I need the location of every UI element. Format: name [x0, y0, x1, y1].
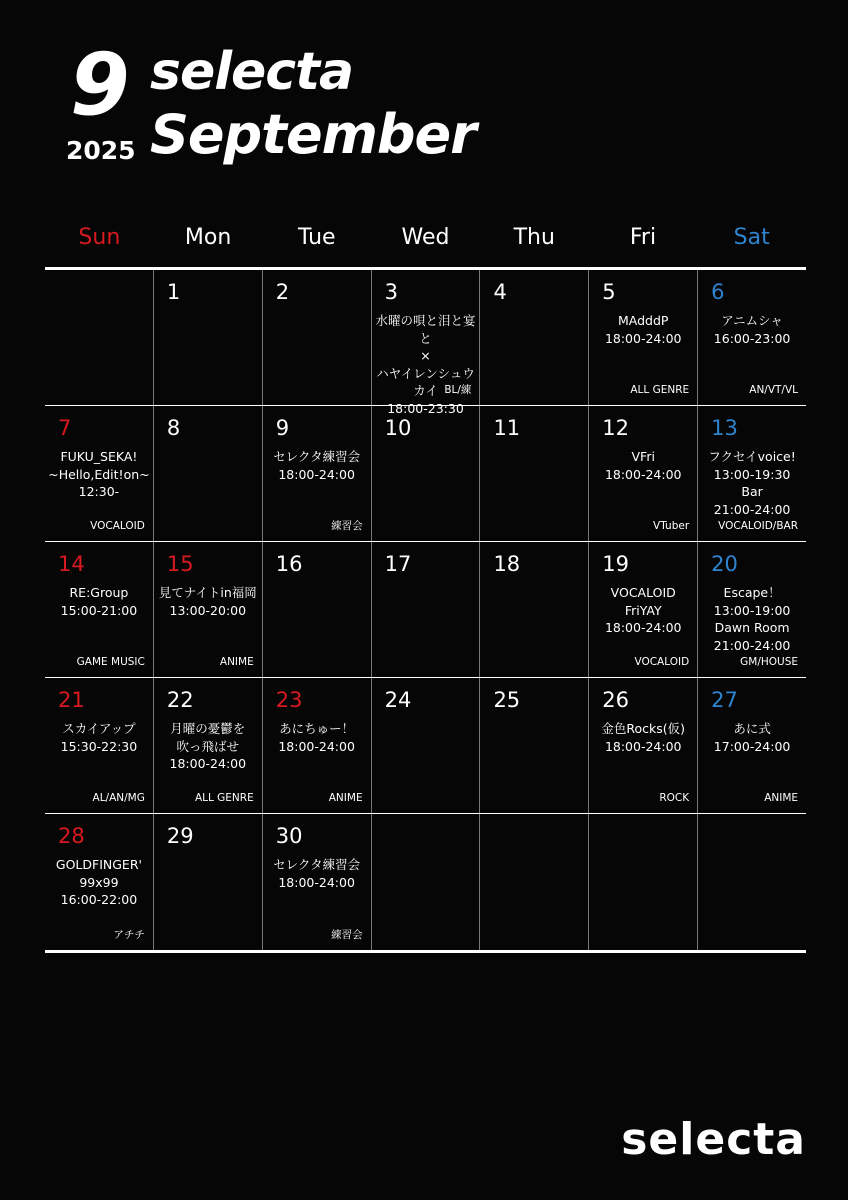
day-number: 28: [58, 824, 85, 848]
month-number: 9: [70, 35, 128, 135]
day-number: 25: [493, 688, 521, 712]
day-cell: [371, 542, 480, 677]
month-name: September: [150, 103, 476, 166]
day-number: 12: [602, 416, 630, 440]
day-cell: [697, 678, 806, 813]
day-cell: [153, 542, 262, 677]
genre-tag: 練習会: [331, 519, 363, 532]
day-cell: [588, 678, 697, 813]
day-cell: [45, 814, 153, 950]
genre-tag: ANIME: [219, 655, 254, 668]
week-row: [45, 814, 806, 950]
day-cell: [153, 678, 262, 813]
day-number: 10: [384, 416, 412, 440]
genre-tag: VOCALOID/BAR: [718, 519, 799, 532]
genre-tag: 練習会: [331, 928, 363, 941]
week-row: [45, 678, 806, 814]
day-number: 26: [602, 688, 630, 712]
day-number: 2: [275, 280, 290, 304]
genre-tag: AL/AN/MG: [92, 791, 145, 804]
genre-tag: ANIME: [764, 791, 799, 804]
event-text: Escape！ 13:00-19:00 Dawn Room 21:00-24:00: [713, 585, 791, 653]
genre-tag: VOCALOID: [634, 655, 690, 668]
event-text: 水曜の唄と泪と宴と × ハヤイレンシュウカイ 18:00-23:30: [375, 313, 476, 416]
day-cell: [262, 542, 371, 677]
day-number: 14: [58, 552, 85, 576]
day-cell: [262, 678, 371, 813]
genre-tag: アチチ: [113, 928, 145, 941]
genre-tag: BL/練: [444, 383, 472, 396]
event-text: セレクタ練習会 18:00-24:00: [273, 449, 361, 482]
genre-tag: GAME MUSIC: [76, 655, 145, 668]
day-cell: [479, 814, 588, 950]
day-cell: [479, 678, 588, 813]
genre-tag: VTuber: [653, 519, 690, 532]
weekday-mon: Mon: [184, 225, 232, 250]
day-cell: [588, 542, 697, 677]
day-number: 13: [711, 416, 738, 440]
day-cell: [153, 814, 262, 950]
day-cell: [479, 542, 588, 677]
day-number: 5: [602, 280, 616, 304]
calendar-bottom-rule: [45, 950, 806, 953]
day-cell: [262, 406, 371, 541]
day-cell: [588, 814, 697, 950]
genre-tag: AN/VT/VL: [749, 383, 799, 396]
weekday-wed: Wed: [401, 225, 450, 250]
weekday-thu: Thu: [513, 225, 555, 250]
day-number: 7: [58, 416, 72, 440]
day-cell: [262, 814, 371, 950]
day-cell: [588, 406, 697, 541]
day-cell: [45, 678, 153, 813]
selecta-logo: selecta: [621, 1114, 806, 1165]
event-text: あに式 17:00-24:00: [713, 721, 791, 754]
day-number: 11: [493, 416, 521, 440]
day-cell: [45, 270, 153, 405]
day-cell: [371, 406, 480, 541]
day-number: 3: [384, 280, 398, 304]
day-number: 6: [711, 280, 725, 304]
day-number: 16: [275, 552, 303, 576]
day-number: 18: [493, 552, 521, 576]
day-number: 29: [166, 824, 194, 848]
day-cell: [697, 542, 806, 677]
weekday-header: [45, 220, 806, 256]
day-cell: [371, 814, 480, 950]
event-text: アニムシャ 16:00-23:00: [713, 313, 791, 346]
day-number: 19: [602, 552, 630, 576]
day-number: 15: [166, 552, 194, 576]
day-cell: [697, 406, 806, 541]
day-number: 22: [166, 688, 194, 712]
day-cell: [588, 270, 697, 405]
day-number: 4: [493, 280, 507, 304]
weekday-tue: Tue: [298, 225, 336, 250]
event-text: MAdddP 18:00-24:00: [604, 313, 682, 346]
event-text: 見てナイトin福岡 13:00-20:00: [158, 585, 257, 618]
day-cell: [479, 270, 588, 405]
week-row: [45, 542, 806, 678]
day-cell: [262, 270, 371, 405]
event-text: 金色Rocks(仮) 18:00-24:00: [601, 721, 686, 754]
day-number: 30: [275, 824, 303, 848]
calendar-grid: [45, 267, 806, 953]
day-number: 21: [58, 688, 85, 712]
week-row: [45, 406, 806, 542]
genre-tag: ANIME: [328, 791, 363, 804]
day-cell: [45, 542, 153, 677]
day-cell: [697, 270, 806, 405]
event-text: FUKU_SEKA! ~Hello,Edit!on~ 12:30-: [48, 449, 150, 499]
day-number: 27: [711, 688, 738, 712]
day-number: 24: [384, 688, 412, 712]
day-number: 20: [711, 552, 738, 576]
day-number: 9: [275, 416, 290, 440]
day-cell: [45, 406, 153, 541]
event-text: RE:Group 15:00-21:00: [60, 585, 138, 618]
event-text: 月曜の憂鬱を 吹っ飛ばせ 18:00-24:00: [169, 721, 247, 771]
day-cell: [371, 270, 480, 416]
event-text: あにちゅー！ 18:00-24:00: [278, 721, 355, 754]
day-cell: [371, 678, 480, 813]
brand-title: selecta: [150, 42, 354, 102]
genre-tag: ALL GENRE: [194, 791, 254, 804]
weekday-sun: Sun: [78, 225, 121, 250]
genre-tag: ALL GENRE: [630, 383, 690, 396]
event-text: VFri 18:00-24:00: [604, 449, 682, 482]
day-cell: [153, 270, 262, 405]
day-cell: [697, 814, 806, 950]
event-text: フクセイvoice! 13:00-19:30 Bar 21:00-24:00: [708, 449, 796, 517]
event-text: VOCALOID FriYAY 18:00-24:00: [604, 585, 682, 635]
year: 2025: [66, 136, 136, 165]
weekday-sat: Sat: [733, 225, 770, 250]
day-cell: [153, 406, 262, 541]
genre-tag: ROCK: [659, 791, 690, 804]
event-text: セレクタ練習会 18:00-24:00: [273, 857, 361, 890]
genre-tag: GM/HOUSE: [740, 655, 799, 668]
event-text: スカイアップ 15:30-22:30: [60, 721, 138, 754]
day-number: 8: [166, 416, 181, 440]
day-number: 1: [166, 280, 181, 304]
weekday-fri: Fri: [629, 225, 657, 250]
day-number: 23: [275, 688, 303, 712]
event-text: GOLDFINGER' 99x99 16:00-22:00: [55, 857, 142, 907]
day-number: 17: [384, 552, 412, 576]
week-row: [45, 270, 806, 416]
day-cell: [479, 406, 588, 541]
genre-tag: VOCALOID: [90, 519, 145, 532]
